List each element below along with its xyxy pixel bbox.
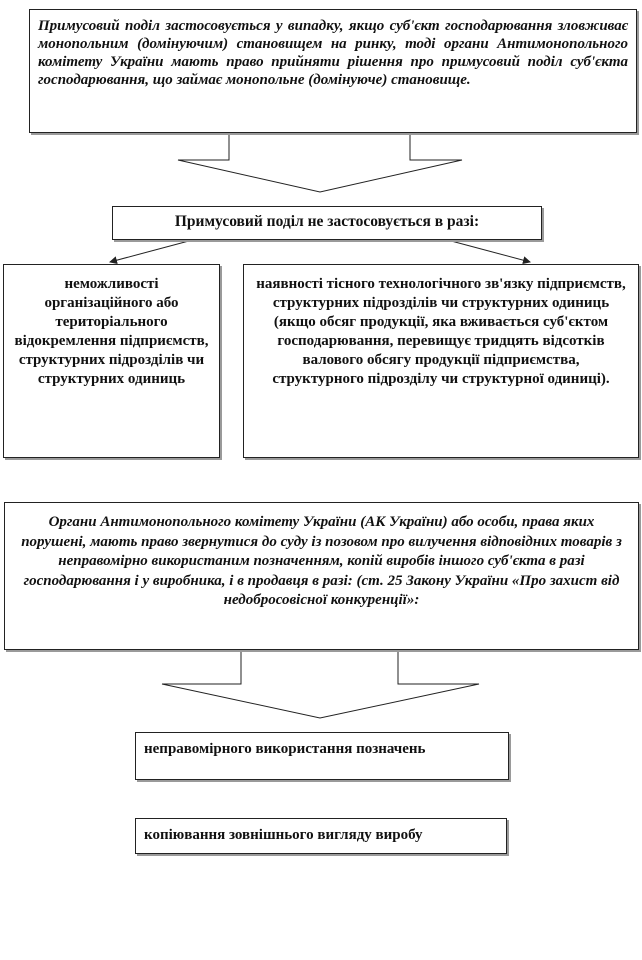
exception-technological-link: наявності тісного технологічного зв'язку підприємств, структурних підрозділів чи структурних одиниць (якщо обсяг продукції, яка вживається суб'єктом господарювання, перевищує тридцять відсотків валового обсягу продукції підприємства, структурного підрозділу чи структурної одиниці). bbox=[243, 264, 639, 458]
copying-product-appearance-box: копіювання зовнішнього вигляду виробу bbox=[135, 818, 507, 854]
forced-division-exceptions-header: Примусовий поділ не застосовується в разі: bbox=[112, 206, 542, 240]
exception-organizational-separation: неможливості організаційного або територіального відокремлення підприємств, структурних підрозділів чи структурних одиниць bbox=[3, 264, 220, 458]
unlawful-use-of-marks-box: неправомірного використання позначень bbox=[135, 732, 509, 780]
court-claim-condition-box: Органи Антимонопольного комітету України (АК України) або особи, права яких порушені, мають право звернутися до суду із позовом про вилучення відповідних товарів з неправомірно використаним позначенням, копій виробів іншого суб'єкта в разі господарювання і у виробника, і в продавця в разі: (ст. 25 Закону України «Про захист від недобросовісної конкуренції»: bbox=[4, 502, 639, 650]
block-arrow-down-1 bbox=[178, 131, 462, 192]
block-arrow-down-2 bbox=[162, 648, 479, 718]
arrow-to-right-box bbox=[440, 238, 530, 262]
forced-division-condition-box: Примусовий поділ застосовується у випадку, якщо суб'єкт господарювання зловживає монопольним (домінуючим) становищем на ринку, тоді органи Антимонопольного комітету України мають право прийняти рішення про примусовий поділ суб'єкта господарювання, що займає монопольне (домінуюче) становище. bbox=[29, 9, 637, 133]
arrow-to-left-box bbox=[110, 238, 200, 262]
